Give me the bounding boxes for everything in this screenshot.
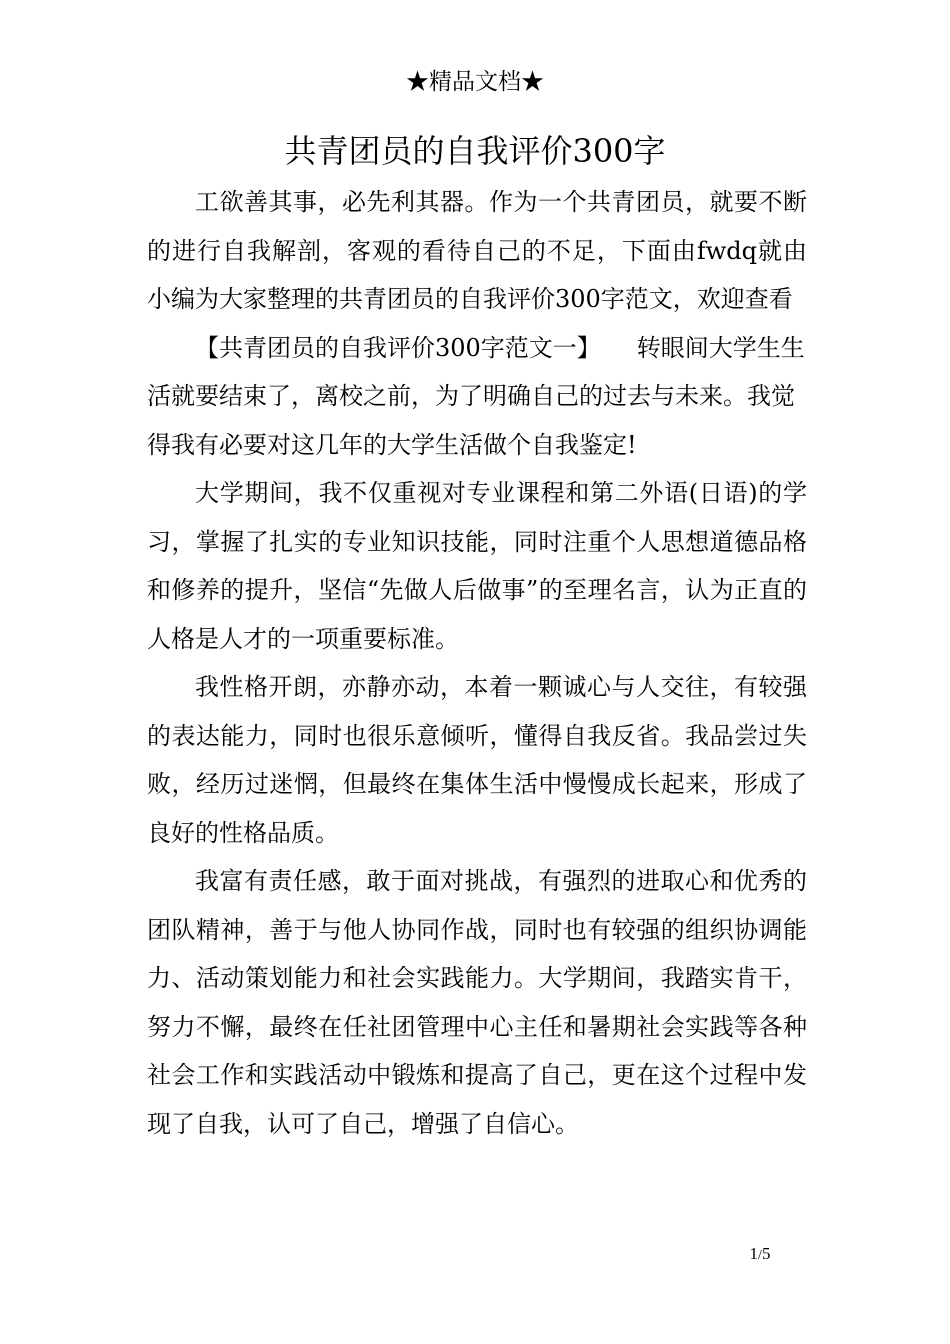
header-label: ★精品文档★ bbox=[406, 69, 544, 95]
page-number bbox=[720, 1242, 800, 1268]
paragraph-intro: 工欲善其事，必先利其器。作为一个共青团员，就要不断的进行自我解剖，客观的看待自己的不足，下面由fwdq就由小编为大家整理的共青团员的自我评价300字范文，欢迎查看 bbox=[147, 188, 807, 313]
page-total: 5 bbox=[761, 1244, 771, 1263]
document-header bbox=[0, 64, 950, 100]
paragraph-responsibility: 我富有责任感，敢于面对挑战，有强烈的进取心和优秀的团队精神，善于与他人协同作战，同时也有较强的组织协调能力、活动策划能力和社会实践能力。大学期间，我踏实肯干，努力不懈，最终在任社团管理中心主任和暑期社会实践等各种社会工作和实践活动中锻炼和提高了自己，更在这个过程中发现了自我，认可了自己，增强了自信心。 bbox=[147, 867, 807, 1138]
page-current: 1 bbox=[749, 1244, 759, 1263]
paragraph-essay-one: 【共青团员的自我评价300字范文一】 转眼间大学生生活就要结束了，离校之前，为了明确自己的过去与未来。我觉得我有必要对这几年的大学生活做个自我鉴定! bbox=[147, 333, 805, 459]
document-body bbox=[147, 178, 807, 1148]
document-title: 共青团员的自我评价300字 bbox=[284, 132, 666, 170]
page-separator: / bbox=[758, 1248, 762, 1263]
paragraph-study: 大学期间，我不仅重视对专业课程和第二外语(日语)的学习，掌握了扎实的专业知识技能，同时注重个人思想道德品格和修养的提升，坚信“先做人后做事”的至理名言，认为正直的人格是人才的一项重要标准。 bbox=[147, 479, 807, 653]
paragraph-personality: 我性格开朗，亦静亦动，本着一颗诚心与人交往，有较强的表达能力，同时也很乐意倾听，懂得自我反省。我品尝过失败，经历过迷惘，但最终在集体生活中慢慢成长起来，形成了良好的性格品质。 bbox=[147, 673, 807, 847]
